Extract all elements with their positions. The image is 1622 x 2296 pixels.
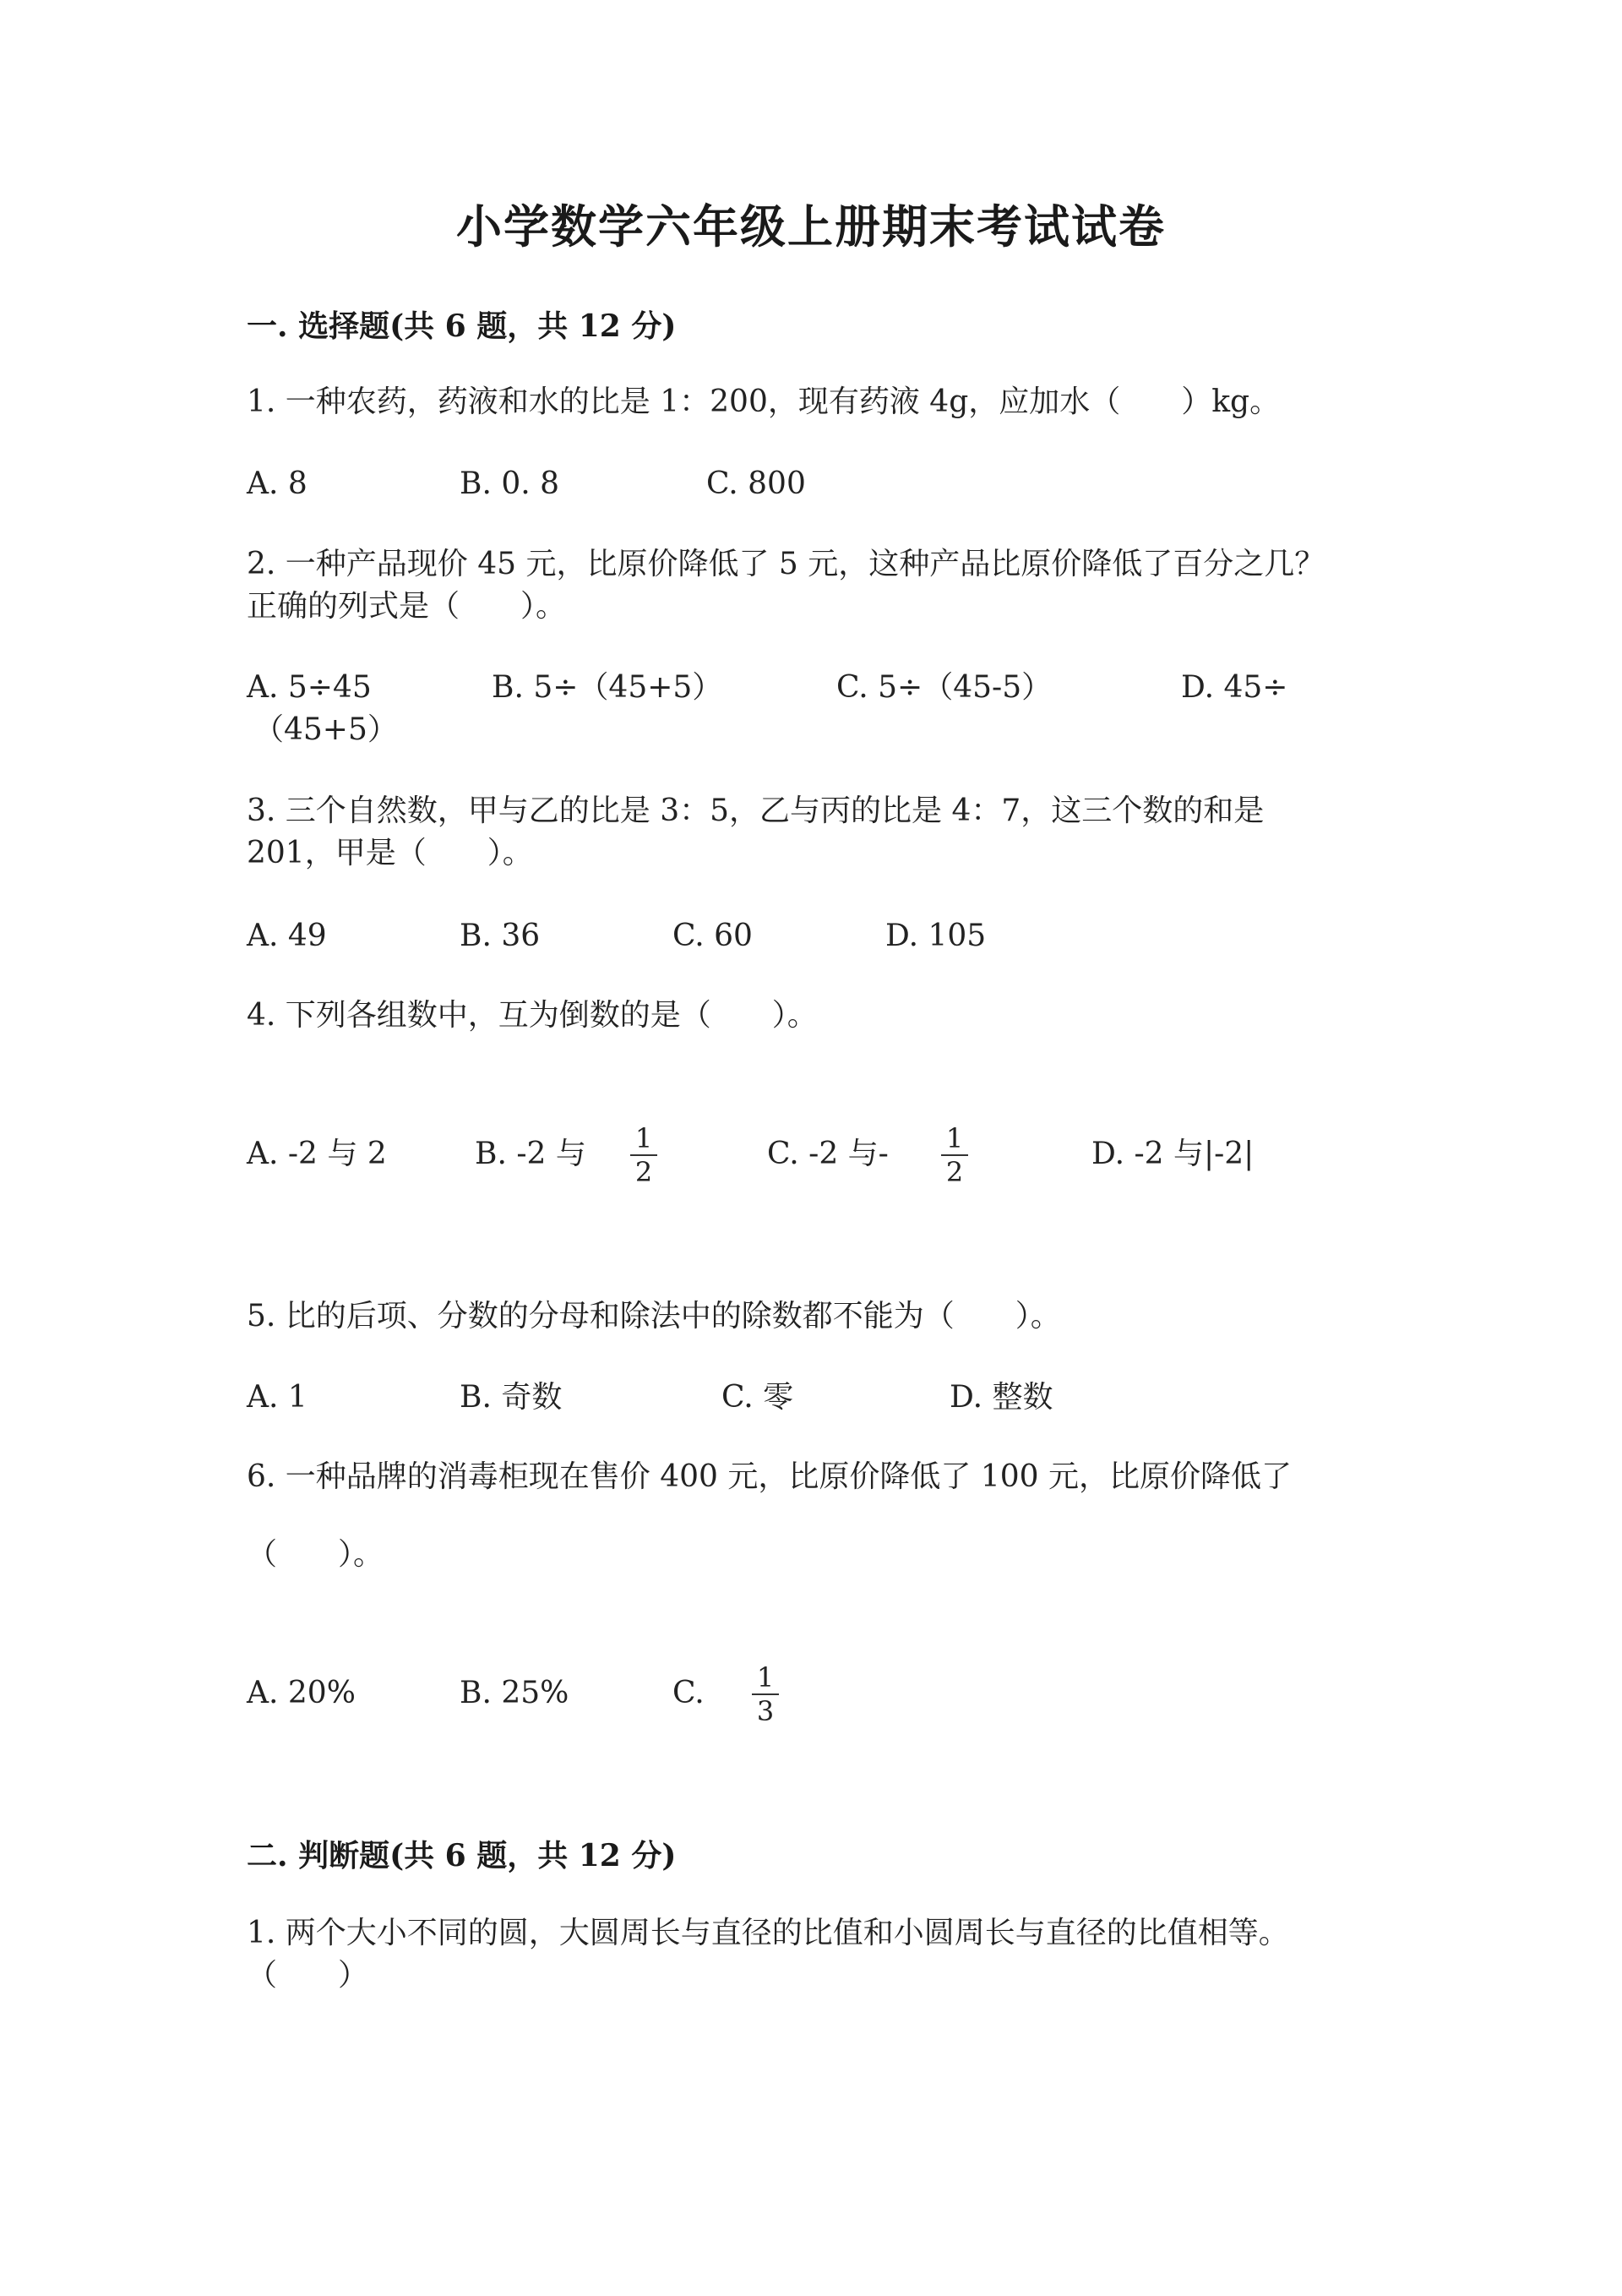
question-6-option-c: C. [672, 1676, 705, 1710]
judgment-1-line-2: （ ） [247, 1958, 369, 1993]
question-5-option-c: C. 零 [721, 1380, 794, 1415]
question-4-text: 4. 下列各组数中，互为倒数的是（ ）。 [247, 998, 818, 1033]
question-2-option-b: B. 5÷（45+5） [492, 670, 723, 705]
fraction-denominator: 2 [634, 1156, 653, 1188]
judgment-1-line-1: 1. 两个大小不同的圆，大圆周长与直径的比值和小圆周长与直径的比值相等。 [247, 1916, 1289, 1950]
question-4-option-a: A. -2 与 2 [247, 1137, 387, 1171]
question-1-option-b: B. 0. 8 [460, 466, 560, 501]
fraction-numerator: 1 [756, 1661, 775, 1693]
question-3-option-a: A. 49 [247, 919, 327, 953]
question-6-option-c-fraction [748, 1663, 782, 1726]
question-3-option-b: B. 36 [460, 919, 541, 953]
question-6-option-b: B. 25% [460, 1676, 569, 1710]
question-3-option-d: D. 105 [885, 919, 987, 953]
question-3-option-c: C. 60 [672, 919, 753, 953]
question-2-line-2: 正确的列式是（ ）。 [247, 589, 567, 624]
question-2-option-d: D. 45÷ [1181, 670, 1288, 705]
question-5-option-b: B. 奇数 [460, 1380, 563, 1415]
question-5-option-d: D. 整数 [950, 1380, 1053, 1415]
question-5-text: 5. 比的后项、分数的分母和除法中的除数都不能为（ ）。 [247, 1299, 1061, 1333]
fraction-numerator: 1 [945, 1122, 964, 1154]
question-6-line-1: 6. 一种品牌的消毒柜现在售价 400 元，比原价降低了 100 元，比原价降低了 [247, 1459, 1292, 1494]
question-2-option-a: A. 5÷45 [247, 670, 372, 705]
question-5-option-a: A. 1 [247, 1380, 308, 1415]
fraction-denominator: 3 [756, 1695, 775, 1727]
question-2-option-d-continued: （45+5） [253, 712, 398, 747]
fraction-numerator: 1 [634, 1122, 653, 1154]
question-6-option-a: A. 20% [247, 1676, 356, 1710]
question-6-line-2: （ ）。 [247, 1537, 384, 1572]
fraction-denominator: 2 [945, 1156, 964, 1188]
section-heading-choice: 一. 选择题(共 6 题，共 12 分) [247, 308, 677, 344]
question-1-option-c: C. 800 [706, 466, 806, 501]
question-2-line-1: 2. 一种产品现价 45 元，比原价降低了 5 元，这种产品比原价降低了百分之几？ [247, 547, 1325, 581]
question-4-option-b: B. -2 与 [475, 1137, 586, 1171]
question-4-option-b-fraction [627, 1124, 661, 1186]
section-heading-judgment: 二. 判断题(共 6 题，共 12 分) [247, 1838, 677, 1873]
question-1-text: 1. 一种农药，药液和水的比是 1：200，现有药液 4g，应加水（ ）kg。 [247, 384, 1281, 419]
question-2-option-c: C. 5÷（45-5） [836, 670, 1053, 705]
question-1-option-a: A. 8 [247, 466, 308, 501]
page-title: 小学数学六年级上册期末考试试卷 [456, 199, 1166, 254]
question-4-option-d: D. -2 与|-2| [1091, 1137, 1255, 1171]
question-3-line-1: 3. 三个自然数，甲与乙的比是 3：5，乙与丙的比是 4：7，这三个数的和是 [247, 794, 1265, 828]
question-4-option-c-fraction [938, 1124, 972, 1186]
question-3-line-2: 201，甲是（ ）。 [247, 836, 533, 870]
question-4-option-c: C. -2 与- [767, 1137, 889, 1171]
